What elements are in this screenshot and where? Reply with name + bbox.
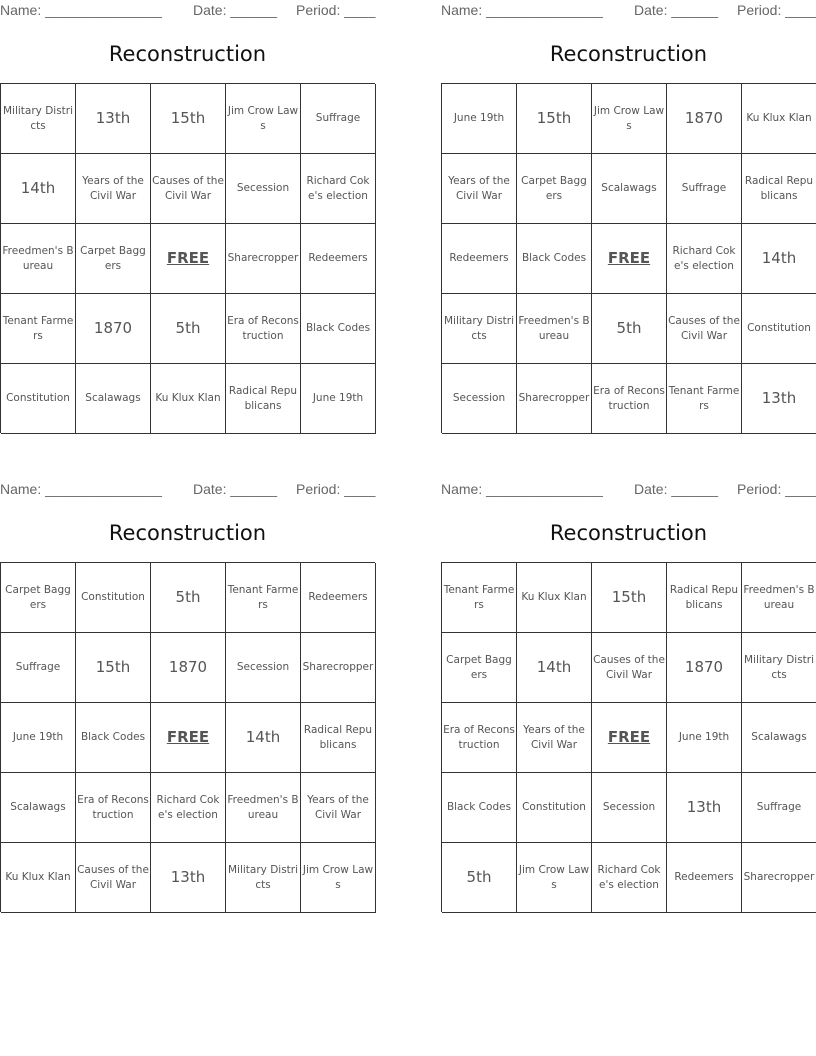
card-title: Reconstruction [549, 521, 708, 545]
bingo-cell[interactable]: 5th [442, 843, 517, 913]
bingo-cell[interactable]: 1870 [151, 633, 226, 703]
bingo-cell[interactable]: Suffrage [742, 773, 816, 843]
bingo-cell[interactable]: 15th [517, 84, 592, 154]
bingo-cell[interactable]: Years of the Civil War [301, 773, 376, 843]
bingo-cell[interactable]: 1870 [667, 84, 742, 154]
bingo-cell[interactable]: Freedmen's Bureau [226, 773, 301, 843]
student-info-row [441, 2, 816, 20]
bingo-cell[interactable]: Tenant Farmers [667, 364, 742, 434]
student-info-row [441, 481, 816, 499]
student-info-row [0, 481, 375, 499]
date-field[interactable]: Date: ______ [634, 2, 719, 18]
bingo-cell[interactable]: 1870 [667, 633, 742, 703]
card-title: Reconstruction [108, 42, 267, 66]
bingo-cell[interactable]: Constitution [1, 364, 76, 434]
free-space[interactable]: FREE [151, 224, 226, 294]
date-field[interactable]: Date: ______ [634, 481, 719, 497]
bingo-cell[interactable]: Black Codes [517, 224, 592, 294]
bingo-cell[interactable]: 14th [226, 703, 301, 773]
bingo-cell[interactable]: Richard Coke's election [667, 224, 742, 294]
bingo-cell[interactable]: Causes of the Civil War [592, 633, 667, 703]
bingo-cell[interactable]: Causes of the Civil War [667, 294, 742, 364]
bingo-cell[interactable]: Freedmen's Bureau [742, 563, 816, 633]
bingo-cell[interactable]: 13th [742, 364, 816, 434]
bingo-cell[interactable]: Black Codes [301, 294, 376, 364]
bingo-cell[interactable]: 13th [151, 843, 226, 913]
bingo-cell[interactable]: Redeemers [301, 563, 376, 633]
bingo-cell[interactable]: Richard Coke's election [592, 843, 667, 913]
bingo-cell[interactable]: June 19th [667, 703, 742, 773]
student-info-row [0, 2, 375, 20]
bingo-cell[interactable]: Redeemers [442, 224, 517, 294]
bingo-cell[interactable]: Tenant Farmers [226, 563, 301, 633]
bingo-cell[interactable]: Sharecropper [226, 224, 301, 294]
bingo-cell[interactable]: Black Codes [76, 703, 151, 773]
bingo-cell[interactable]: Scalawags [742, 703, 816, 773]
bingo-grid [0, 562, 375, 912]
bingo-cell[interactable]: Scalawags [1, 773, 76, 843]
bingo-cell[interactable]: Freedmen's Bureau [1, 224, 76, 294]
bingo-cell[interactable]: Scalawags [592, 154, 667, 224]
free-space[interactable]: FREE [592, 224, 667, 294]
bingo-cell[interactable]: Suffrage [1, 633, 76, 703]
bingo-grid [0, 83, 375, 433]
bingo-cell[interactable]: Carpet Baggers [76, 224, 151, 294]
bingo-cell[interactable]: Richard Coke's election [151, 773, 226, 843]
bingo-cell[interactable]: Ku Klux Klan [742, 84, 816, 154]
bingo-cell[interactable]: Ku Klux Klan [517, 563, 592, 633]
bingo-cell[interactable]: Years of the Civil War [76, 154, 151, 224]
bingo-cell[interactable]: Black Codes [442, 773, 517, 843]
bingo-cell[interactable]: Constitution [76, 563, 151, 633]
bingo-cell[interactable]: Era of Reconstruction [226, 294, 301, 364]
bingo-cell[interactable]: Radical Republicans [667, 563, 742, 633]
bingo-cell[interactable]: Richard Coke's election [301, 154, 376, 224]
bingo-cell[interactable]: Secession [226, 633, 301, 703]
bingo-cell[interactable]: Jim Crow Laws [592, 84, 667, 154]
bingo-cell[interactable]: Secession [592, 773, 667, 843]
bingo-cell[interactable]: Tenant Farmers [442, 563, 517, 633]
bingo-cell[interactable]: Years of the Civil War [517, 703, 592, 773]
bingo-cell[interactable]: Carpet Baggers [442, 633, 517, 703]
bingo-cell[interactable]: June 19th [1, 703, 76, 773]
bingo-cell[interactable]: June 19th [301, 364, 376, 434]
bingo-cell[interactable]: Constitution [742, 294, 816, 364]
bingo-grid [441, 562, 816, 912]
bingo-cell[interactable]: Military Districts [442, 294, 517, 364]
bingo-cell[interactable]: Suffrage [301, 84, 376, 154]
bingo-cell[interactable]: Radical Republicans [301, 703, 376, 773]
bingo-cell[interactable]: Military Districts [226, 843, 301, 913]
bingo-cell[interactable]: Secession [226, 154, 301, 224]
period-field[interactable]: Period: ____ [296, 2, 376, 18]
bingo-cell[interactable]: 5th [151, 294, 226, 364]
period-field[interactable]: Period: ____ [296, 481, 376, 497]
bingo-cell[interactable]: Sharecropper [742, 843, 816, 913]
period-field[interactable]: Period: ____ [737, 481, 816, 497]
bingo-cell[interactable]: Redeemers [301, 224, 376, 294]
name-field[interactable]: Name: _______________ [441, 2, 603, 18]
bingo-cell[interactable]: Causes of the Civil War [151, 154, 226, 224]
date-field[interactable]: Date: ______ [193, 481, 278, 497]
bingo-cell[interactable]: 15th [592, 563, 667, 633]
bingo-cell[interactable]: Era of Reconstruction [442, 703, 517, 773]
bingo-cell[interactable]: 15th [76, 633, 151, 703]
bingo-cell[interactable]: Scalawags [76, 364, 151, 434]
bingo-cell[interactable]: 5th [592, 294, 667, 364]
bingo-cell[interactable]: Sharecropper [517, 364, 592, 434]
bingo-cell[interactable]: Jim Crow Laws [226, 84, 301, 154]
bingo-cell[interactable]: Carpet Baggers [1, 563, 76, 633]
bingo-cell[interactable]: Jim Crow Laws [301, 843, 376, 913]
bingo-cell[interactable]: Causes of the Civil War [76, 843, 151, 913]
bingo-cell[interactable]: Jim Crow Laws [517, 843, 592, 913]
bingo-cell[interactable]: Radical Republicans [742, 154, 816, 224]
bingo-cell[interactable]: Suffrage [667, 154, 742, 224]
bingo-cell[interactable]: Ku Klux Klan [151, 364, 226, 434]
card-title: Reconstruction [549, 42, 708, 66]
bingo-cell[interactable]: Redeemers [667, 843, 742, 913]
bingo-cell[interactable]: June 19th [442, 84, 517, 154]
period-field[interactable]: Period: ____ [737, 2, 816, 18]
bingo-cell[interactable]: 5th [151, 563, 226, 633]
bingo-cell[interactable]: Military Districts [742, 633, 816, 703]
bingo-cell[interactable]: 15th [151, 84, 226, 154]
bingo-cell[interactable]: 14th [742, 224, 816, 294]
bingo-cell[interactable]: 13th [76, 84, 151, 154]
bingo-cell[interactable]: Era of Reconstruction [592, 364, 667, 434]
bingo-cell[interactable]: 14th [1, 154, 76, 224]
name-field[interactable]: Name: _______________ [0, 481, 162, 497]
bingo-cell[interactable]: Sharecropper [301, 633, 376, 703]
bingo-cell[interactable]: Era of Reconstruction [76, 773, 151, 843]
bingo-cell[interactable]: Carpet Baggers [517, 154, 592, 224]
bingo-cell[interactable]: Freedmen's Bureau [517, 294, 592, 364]
card-title: Reconstruction [108, 521, 267, 545]
bingo-cell[interactable]: Constitution [517, 773, 592, 843]
free-space[interactable]: FREE [592, 703, 667, 773]
bingo-cell[interactable]: Secession [442, 364, 517, 434]
name-field[interactable]: Name: _______________ [441, 481, 603, 497]
bingo-cell[interactable]: Military Districts [1, 84, 76, 154]
bingo-cell[interactable]: Tenant Farmers [1, 294, 76, 364]
bingo-cell[interactable]: Ku Klux Klan [1, 843, 76, 913]
bingo-cell[interactable]: 1870 [76, 294, 151, 364]
bingo-cell[interactable]: Radical Republicans [226, 364, 301, 434]
bingo-cell[interactable]: 14th [517, 633, 592, 703]
date-field[interactable]: Date: ______ [193, 2, 278, 18]
bingo-grid [441, 83, 816, 433]
bingo-cell[interactable]: Years of the Civil War [442, 154, 517, 224]
bingo-cell[interactable]: 13th [667, 773, 742, 843]
name-field[interactable]: Name: _______________ [0, 2, 162, 18]
free-space[interactable]: FREE [151, 703, 226, 773]
